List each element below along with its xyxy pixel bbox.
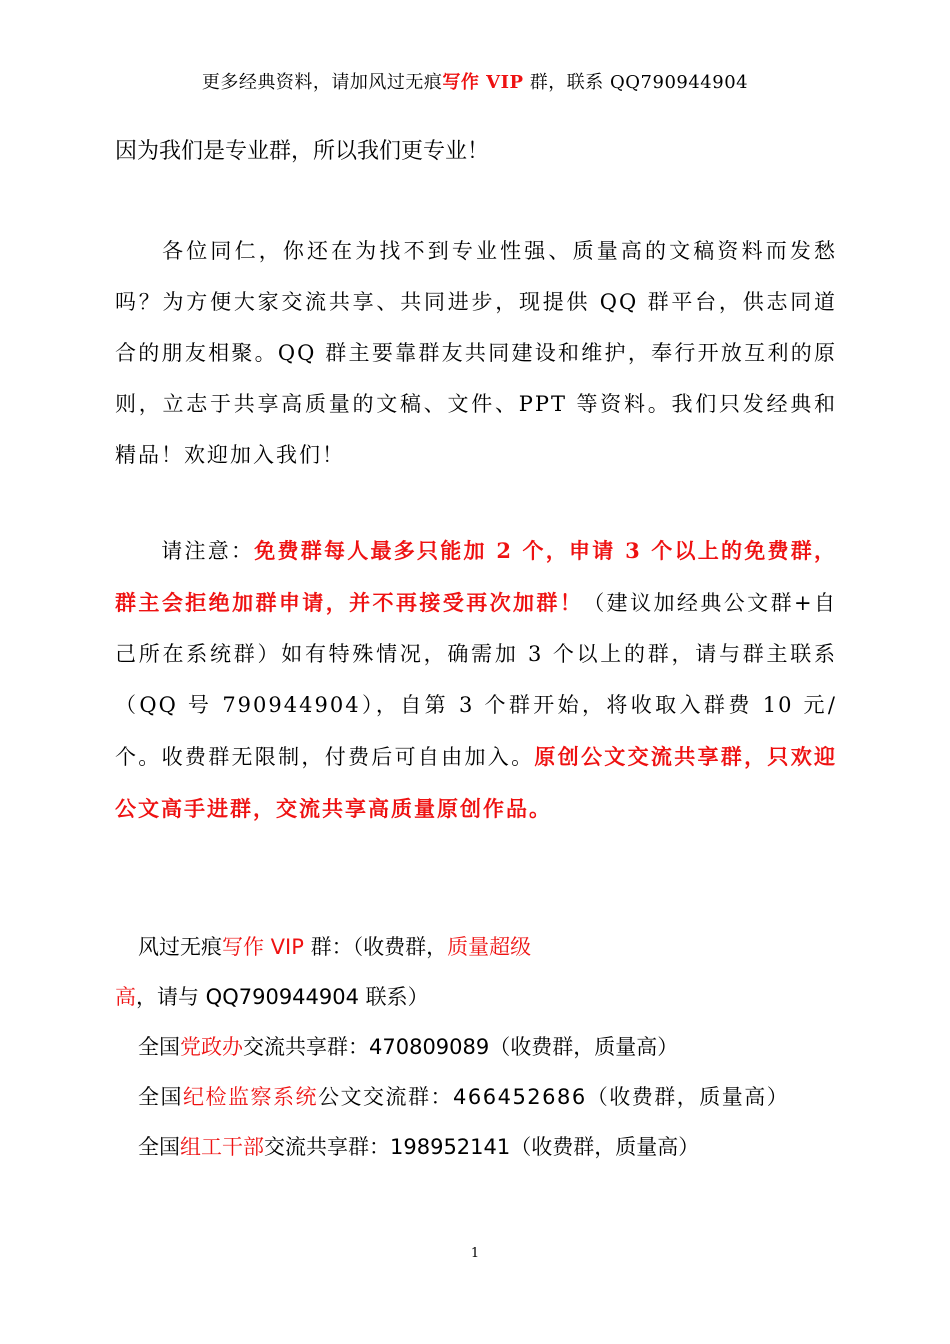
- group-item-jijian: [115, 1072, 837, 1122]
- group-prefix: 全国: [138, 1035, 180, 1059]
- group-item-vip: [115, 922, 837, 1022]
- group-item-dangzhengban: [115, 1022, 837, 1072]
- group-prefix: 风过无痕: [138, 935, 222, 959]
- notice-label: 请注意：: [161, 539, 255, 563]
- group-item-zugong: [115, 1122, 837, 1172]
- notice-detail: （建议加经典公文群+自己所在系统群）如有特殊情况，确需加 3 个以上的群，请与群主联系（QQ 号 790944904），自第 3 个群开始，将收取入群费 10 元/个。收费群无限制，付费后可自由加入。: [115, 591, 837, 769]
- intro-text: 各位同仁，你还在为找不到专业性强、质量高的文稿资料而发愁吗？为方便大家交流共享、共同进步，现提供 QQ 群平台，供志同道合的朋友相聚。QQ 群主要靠群友共同建设和维护，奉行开放互利的原则，立志于共享高质量的文稿、文件、PPT 等资料。我们只发经典和精品！欢迎加入我们！: [115, 239, 837, 467]
- page-number: 1: [470, 1246, 480, 1261]
- group-suffix: 交流共享群：470809089（收费群，质量高）: [243, 1035, 679, 1059]
- group-highlight: 写作 VIP: [222, 935, 304, 959]
- intro-paragraph: [115, 226, 837, 481]
- headline: 因为我们是专业群，所以我们更专业！: [115, 139, 490, 164]
- group-prefix: 全国: [138, 1085, 183, 1109]
- header-prefix: 更多经典资料，请加风过无痕: [201, 72, 443, 93]
- page-header: [0, 68, 950, 94]
- group-suffix: 交流共享群：198952141（收费群，质量高）: [264, 1135, 700, 1159]
- notice-paragraph: [115, 525, 837, 835]
- group-suffix-contact: ，请与 QQ790944904 联系）: [136, 985, 429, 1009]
- header-highlight: 写作 VIP: [442, 72, 524, 93]
- group-prefix: 全国: [138, 1135, 180, 1159]
- group-list: [115, 922, 837, 1172]
- notice-original: 原创公文交流共享群，只欢迎公文高手进群，交流共享高质量原创作品。: [115, 744, 838, 821]
- header-suffix: 群，联系 QQ790944904: [523, 72, 749, 93]
- group-suffix: 公文交流群：466452686（收费群，质量高）: [318, 1085, 790, 1109]
- group-highlight-quality: 质量超级高: [115, 935, 532, 1009]
- group-suffix: 群：（收费群，: [303, 935, 448, 959]
- notice-warning: 免费群每人最多只能加 2 个，申请 3 个以上的免费群，群主会拒绝加群申请，并不再接受再次加群！: [115, 538, 838, 615]
- group-highlight: 组工干部: [180, 1135, 264, 1159]
- group-highlight: 纪检监察系统: [183, 1085, 318, 1109]
- group-highlight: 党政办: [180, 1035, 243, 1059]
